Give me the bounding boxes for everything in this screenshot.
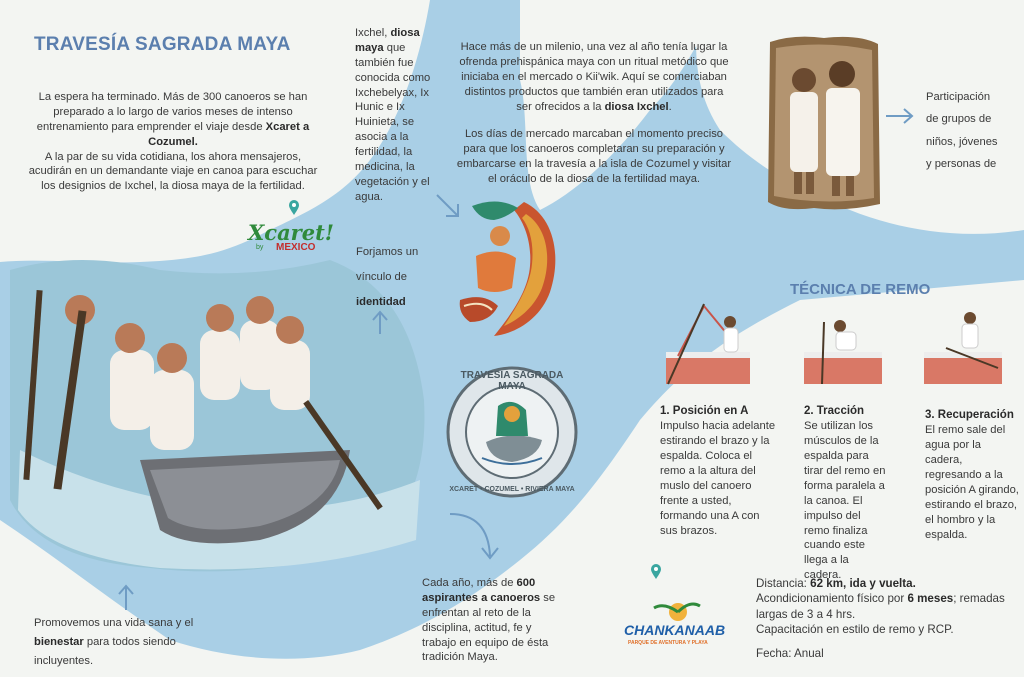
step-1 [660,404,778,538]
xcaret-mexico: MEXICO [276,242,316,253]
history-p1: Hace más de un milenio, una vez al año tenía lugar la ofrenda prehispánica maya con un ritual metódico que iniciaba en el mercado o Kii'wik. Aquí se comerciaban distintos productos que también eran utilizados para ser ofrecidos a la diosa Ixchel. [459,41,729,113]
xcaret-by: by [256,244,264,251]
step2-rowing-image [802,314,882,386]
identity-text: Forjamos un vínculo de identidad [356,246,419,309]
step-1-title: 1. Posición en A [660,405,749,417]
chankanaab-subtitle: PARQUE DE AVENTURA Y PLAYA [628,640,708,646]
facts-block [756,576,1008,661]
step3-rowing-image [922,308,1002,386]
facts-date: Fecha: Anual [756,646,824,660]
emblem-top-text: TRAVESIA SAGRADA MAYA [460,370,564,392]
aspirants-text: Cada año, más de 600 aspirantes a canoeros se enfrentan al reto de la disciplina, actitud, fe y trabajo en equipo de ésta tradición Maya. [422,577,556,664]
xcaret-wordmark: Xcaret! [248,220,335,245]
ixchel-deity-image [454,196,562,338]
facts-training: Acondicionamiento físico por 6 meses; remadas largas de 3 a 4 hrs. [756,592,1005,621]
arrow-right-icon [884,106,916,126]
arrow-up-icon-2 [116,582,136,612]
step1-rowing-image [664,300,750,386]
step-3-text: El remo sale del agua por la cadera, regresando a la posición A girando, estirando el brazo, el hombro y la espalda. [925,424,1019,541]
chankanaab-wordmark: CHANKANAAB [624,622,726,638]
emblem-bottom-text: XCARET • COZUMEL • RIVIERA MAYA [449,486,575,493]
step-3-title: 3. Recuperación [925,409,1014,421]
step-2 [804,404,888,583]
children-photo [764,34,882,212]
intro-p1: La espera ha terminado. Más de 300 canoeros se han preparado a lo largo de varios meses de intenso entrenamiento para emprender el viaje desde Xcaret a Cozumel. [36,91,310,148]
intro-p2: A la par de su vida cotidiana, los ahora mensajeros, acudirán en un demandante viaje en canoa para escuchar los designios de Ixchel, la diosa maya de la fertilidad. [28,150,318,193]
step-2-text: Se utilizan los músculos de la espalda para tirar del remo en forma paralela a la canoa. El impulso del remo finaliza cuando este llega a la cadera. [804,420,886,582]
facts-capacitation: Capacitación en estilo de remo y RCP. [756,623,954,637]
history-p2: Los días de mercado marcaban el momento preciso para que los canoeros completaran su preparación y embarcarse en la travesía a la isla de Cozumel y visitar el oráculo de la diosa de la fertilidad maya. [456,128,732,186]
page-title: TRAVESÍA SAGRADA MAYA [34,34,291,55]
technique-title: TÉCNICA DE REMO [790,281,931,298]
map-pin-icon [288,200,300,216]
facts-distance: Distancia: 62 km, ida y vuelta. [756,577,916,590]
step-1-text: Impulso hacia adelante estirando el brazo y la espalda. Coloca el remo a la altura del muslo del canoero frente a usted, formando una A con sus brazos. [660,420,776,537]
xcaret-logo [248,216,338,261]
step-2-title: 2. Tracción [804,405,865,417]
intro-text [28,90,318,194]
step-3 [925,408,1021,542]
participation-text: Participación de grupos de niños, jóvenes y personas de [926,91,998,171]
ixchel-text: Ixchel, diosa maya que también fue conocida como Ixchebelyax, Ix Hunic e Ix Huinieta, se asocia a la fertilidad, la medicina, la vegetación y el agua. [355,27,431,203]
healthy-text: Promovemos una vida sana y el bienestar para todos siendo incluyentes. [34,617,194,668]
arrow-curve-down-icon [446,508,502,564]
history-text [456,40,732,187]
map-pin-icon-2 [650,564,662,580]
